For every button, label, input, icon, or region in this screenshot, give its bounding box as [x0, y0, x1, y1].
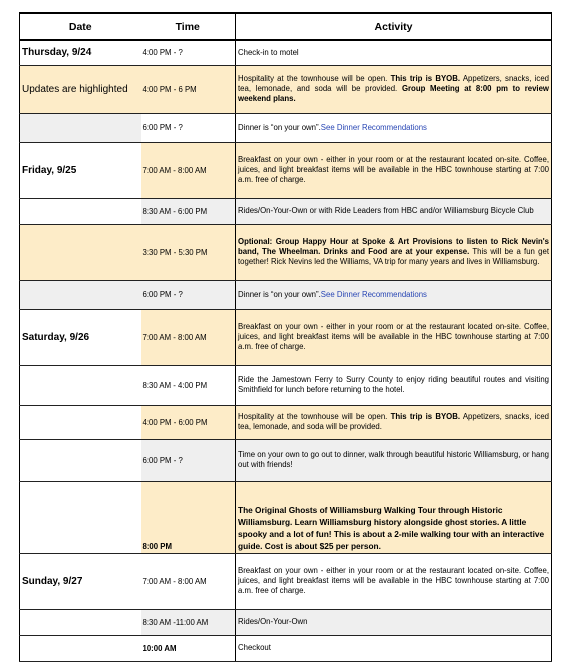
activity-text: Appetizers, snacks, iced tea, lemonade, and soda will be provided.	[238, 412, 550, 431]
date-cell	[20, 405, 141, 439]
activity-cell	[236, 609, 552, 635]
time-cell: 3:30 PM - 5:30 PM	[141, 224, 236, 280]
time-cell: 7:00 AM - 8:00 AM	[141, 309, 236, 365]
activity-text: Check-in to motel	[238, 47, 299, 57]
activity-text: This will be a fun get together! Rick Nevins led the Williams, VA trip for many years and lives in Williamsburg.	[238, 247, 549, 266]
activity-text: This trip is BYOB.	[390, 74, 461, 84]
activity-cell	[236, 481, 552, 553]
activity-cell	[236, 40, 552, 65]
activity-text: Dinner is “on your own”.	[238, 289, 321, 299]
header-time: Time	[141, 13, 236, 40]
date-cell	[20, 198, 141, 224]
activity-text: Hospitality at the townhouse will be open.	[238, 74, 391, 84]
activity-cell	[236, 553, 552, 609]
time-cell: 8:30 AM - 4:00 PM	[141, 365, 236, 405]
time-cell: 7:00 AM - 8:00 AM	[141, 553, 236, 609]
date-cell: Updates are highlighted	[20, 65, 141, 113]
table-row	[20, 142, 552, 198]
activity-text: This trip is BYOB.	[390, 412, 461, 422]
time-cell: 6:00 PM - ?	[141, 439, 236, 481]
activity-cell	[236, 198, 552, 224]
date-cell: Sunday, 9/27	[20, 553, 141, 609]
table-row	[20, 635, 552, 661]
time-cell: 6:00 PM - ?	[141, 280, 236, 309]
time-cell: 8:00 PM	[141, 481, 236, 553]
activity-cell	[236, 65, 552, 113]
date-cell: Thursday, 9/24	[20, 40, 141, 65]
activity-text: Appetizers, snacks, iced tea, lemonade, and soda will be provided.	[238, 74, 550, 94]
activity-text: Optional: Group Happy Hour at Spoke & Art Provisions to listen to Rick Nevin's band, The Wheelman. Drinks and Food are at your expense.	[238, 237, 549, 257]
date-cell	[20, 481, 141, 553]
date-cell	[20, 609, 141, 635]
activity-cell	[236, 309, 552, 365]
activity-cell	[236, 405, 552, 439]
time-cell: 4:00 PM - 6:00 PM	[141, 405, 236, 439]
activity-text: Rides/On-Your-Own	[238, 617, 308, 627]
time-cell: 4:00 PM - 6 PM	[141, 65, 236, 113]
activity-text: Time on your own to go out to dinner, walk through beautiful historic Williamsburg, or hang out with friends!	[238, 450, 549, 469]
time-cell: 8:30 AM - 6:00 PM	[141, 198, 236, 224]
activity-text: Group Meeting at 8:00 pm to review weekend plans.	[238, 84, 549, 103]
date-cell: Friday, 9/25	[20, 142, 141, 198]
dinner-recommendations-link[interactable]: See Dinner Recommendations	[320, 122, 427, 132]
date-cell	[20, 365, 141, 405]
table-row	[20, 439, 552, 481]
activity-text: Breakfast on your own - either in your room or at the restaurant located on-site. Coffee, juices, and light breakfast items will be available in the HBC townhouse starting at 7:00 a.m. free of charge.	[238, 566, 549, 595]
date-cell	[20, 224, 141, 280]
time-cell: 8:30 AM -11:00 AM	[141, 609, 236, 635]
table-row	[20, 309, 552, 365]
header-row	[20, 13, 552, 40]
activity-cell	[236, 113, 552, 142]
activity-cell	[236, 439, 552, 481]
activity-text: The Original Ghosts of Williamsburg Walking Tour through Historic Williamsburg. Learn Williamsburg history alongside ghost stories. A little spooky and a lot of fun! This is about a 2-mile walking tour with an interactive guide. Cost is about $25 per person.	[238, 505, 545, 552]
date-cell	[20, 280, 141, 309]
activity-text: Dinner is “on your own”.	[238, 122, 321, 132]
table-row	[20, 280, 552, 309]
table-row	[20, 40, 552, 65]
activity-cell	[236, 365, 552, 405]
time-cell: 4:00 PM - ?	[141, 40, 236, 65]
activity-text: Ride the Jamestown Ferry to Surry County to enjoy riding beautiful routes and visiting Smithfield for lunch before returning to the hotel.	[238, 375, 549, 394]
table-row	[20, 198, 552, 224]
table-row	[20, 365, 552, 405]
activity-cell	[236, 280, 552, 309]
date-cell: Saturday, 9/26	[20, 309, 141, 365]
activity-text: Rides/On-Your-Own or with Ride Leaders from HBC and/or Williamsburg Bicycle Club	[238, 206, 534, 216]
activity-text: Breakfast on your own - either in your room or at the restaurant located on-site. Coffee, juices, and light breakfast items will be available in the HBC townhouse starting at 7:00 a.m. free of charge.	[238, 322, 549, 351]
activity-cell	[236, 142, 552, 198]
table-row	[20, 113, 552, 142]
date-cell	[20, 635, 141, 661]
activity-cell	[236, 635, 552, 661]
time-cell: 6:00 PM - ?	[141, 113, 236, 142]
activity-text: Checkout	[238, 643, 271, 653]
date-cell	[20, 439, 141, 481]
activity-text: Hospitality at the townhouse will be open.	[238, 412, 391, 422]
activity-cell	[236, 224, 552, 280]
activity-text: Breakfast on your own - either in your room or at the restaurant located on-site. Coffee, juices, and light breakfast items will be available in the HBC townhouse starting at 7:00 a.m. free of charge.	[238, 155, 549, 184]
header-date: Date	[20, 13, 141, 40]
time-cell: 10:00 AM	[141, 635, 236, 661]
table-row	[20, 553, 552, 609]
table-row	[20, 609, 552, 635]
dinner-recommendations-link[interactable]: See Dinner Recommendations	[320, 289, 427, 299]
table-row	[20, 65, 552, 113]
header-activity: Activity	[236, 13, 552, 40]
table-row	[20, 224, 552, 280]
table-row	[20, 481, 552, 553]
time-cell: 7:00 AM - 8:00 AM	[141, 142, 236, 198]
date-cell	[20, 113, 141, 142]
table-row	[20, 405, 552, 439]
schedule-table	[19, 12, 552, 662]
